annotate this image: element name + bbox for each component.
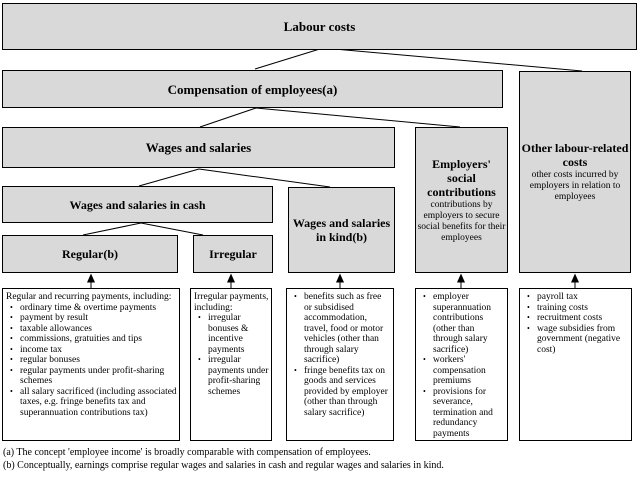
node-compensation-label: Compensation of employees(a) — [167, 81, 338, 97]
list-item: • recruitment costs — [527, 313, 603, 323]
list-item: • fringe benefits tax on goods and services provided by employer (other than through salary sacrifice) — [294, 365, 388, 418]
bullet-icon: • — [423, 386, 426, 396]
bullet-icon: • — [10, 313, 13, 322]
bullet-icon: • — [10, 386, 13, 396]
list-item: • workers' compensation premiums — [423, 355, 486, 386]
bullet-icon: • — [10, 344, 13, 354]
node-wages-salaries-in-cash — [2, 186, 273, 223]
list-item: • ordinary time & overtime payments — [10, 302, 157, 313]
list-item: • training costs — [527, 302, 588, 313]
up-arrow-icon — [571, 274, 579, 290]
node-wages-kind-label: Wages and salaries in kind(b) — [292, 216, 391, 244]
footnotes — [3, 447, 633, 472]
list-item: • irregular payments under profit-sharing schemes — [198, 355, 269, 397]
list-item: • regular bonuses — [10, 355, 80, 365]
footnote-b: (b) Conceptually, earnings comprise regular wages and salaries in cash and regular wages and salaries in kind. — [3, 459, 444, 471]
bullet-icon: • — [10, 334, 13, 343]
bullet-icon: • — [527, 323, 530, 333]
node-employers-social-description: contributions by employers to secure social benefits for their employees — [417, 199, 506, 243]
up-arrow-icon — [227, 274, 235, 290]
node-wages-salaries-label: Wages and salaries — [145, 140, 252, 155]
node-irregular — [193, 235, 273, 273]
node-wages-cash-label: Wages and salaries in cash — [69, 197, 206, 212]
node-other-costs-label: Other labour-related costs — [521, 141, 629, 169]
node-other-costs-description: other costs incurred by employers in relation to employees — [529, 170, 621, 202]
branch-labour-costs — [255, 48, 582, 71]
detail-regular-list — [6, 303, 177, 419]
node-compensation-of-employees — [2, 70, 503, 108]
list-item: • provisions for severance, termination and redundancy payments — [423, 386, 493, 439]
bullet-icon: • — [294, 292, 297, 301]
node-employers-social-label: Employers' social contributions — [427, 156, 496, 199]
bullet-icon: • — [527, 302, 530, 312]
bullet-icon: • — [294, 365, 297, 375]
branch-compensation — [200, 108, 460, 127]
node-wages-and-salaries — [2, 127, 395, 168]
up-arrow-icon — [87, 274, 95, 290]
detail-irregular-heading: Irregular payments, including: — [194, 292, 269, 313]
detail-employers-social-list — [419, 292, 505, 439]
bullet-icon: • — [198, 355, 201, 364]
detail-other-costs-list — [523, 292, 629, 355]
bullet-icon: • — [527, 292, 530, 301]
node-labour-costs-label: Labour costs — [283, 19, 356, 34]
list-item: • benefits such as free or subsidised accommodation, travel, food or motor vehicles (other than through salary sacrifice) — [294, 292, 384, 365]
bullet-icon: • — [423, 355, 426, 364]
list-item: • employer superannuation contributions (other than through salary sacrifice) — [423, 292, 492, 355]
detail-regular-heading: Regular and recurring payments, including: — [6, 292, 172, 302]
branch-wages-cash — [83, 223, 203, 235]
detail-wages-kind-list — [290, 292, 391, 418]
node-employers-social-contributions — [415, 127, 508, 273]
list-item: • wage subsidies from government (negative cost) — [527, 323, 621, 355]
list-item: • income tax — [10, 344, 62, 355]
node-labour-costs — [2, 3, 637, 50]
list-item: • payroll tax — [527, 292, 578, 302]
footnote-a: (a) The concept 'employee income' is broadly comparable with compensation of employees. — [3, 447, 371, 458]
up-arrow-icon — [336, 274, 344, 290]
list-item: • irregular bonuses & incentive payments — [198, 313, 249, 355]
bullet-icon: • — [10, 355, 13, 364]
up-arrow-icon — [457, 274, 465, 290]
list-item: • regular payments under profit-sharing schemes — [10, 365, 165, 386]
node-regular-label: Regular(b) — [62, 247, 118, 261]
node-regular — [2, 235, 178, 273]
detail-wages-in-kind — [286, 288, 394, 441]
detail-irregular-list — [194, 313, 269, 397]
node-other-labour-related-costs — [519, 71, 631, 273]
list-item: • payment by result — [10, 313, 89, 323]
bullet-icon: • — [527, 313, 530, 322]
branch-wages-salaries — [139, 169, 330, 187]
detail-irregular-payments — [190, 288, 272, 441]
list-item: • commissions, gratuities and tips — [10, 334, 142, 344]
bullet-icon: • — [10, 323, 13, 333]
bullet-icon: • — [10, 302, 13, 312]
list-item: • taxable allowances — [10, 323, 93, 334]
bullet-icon: • — [198, 313, 201, 322]
bullet-icon: • — [10, 365, 13, 375]
node-irregular-label: Irregular — [209, 247, 257, 261]
detail-regular-payments — [2, 288, 180, 441]
detail-employers-social — [415, 288, 508, 441]
detail-other-costs — [519, 288, 632, 441]
node-wages-salaries-in-kind — [288, 187, 395, 273]
bullet-icon: • — [423, 292, 426, 301]
list-item: • all salary sacrificed (including associated taxes, e.g. fringe benefits tax and superannuation contributions tax) — [10, 386, 177, 418]
